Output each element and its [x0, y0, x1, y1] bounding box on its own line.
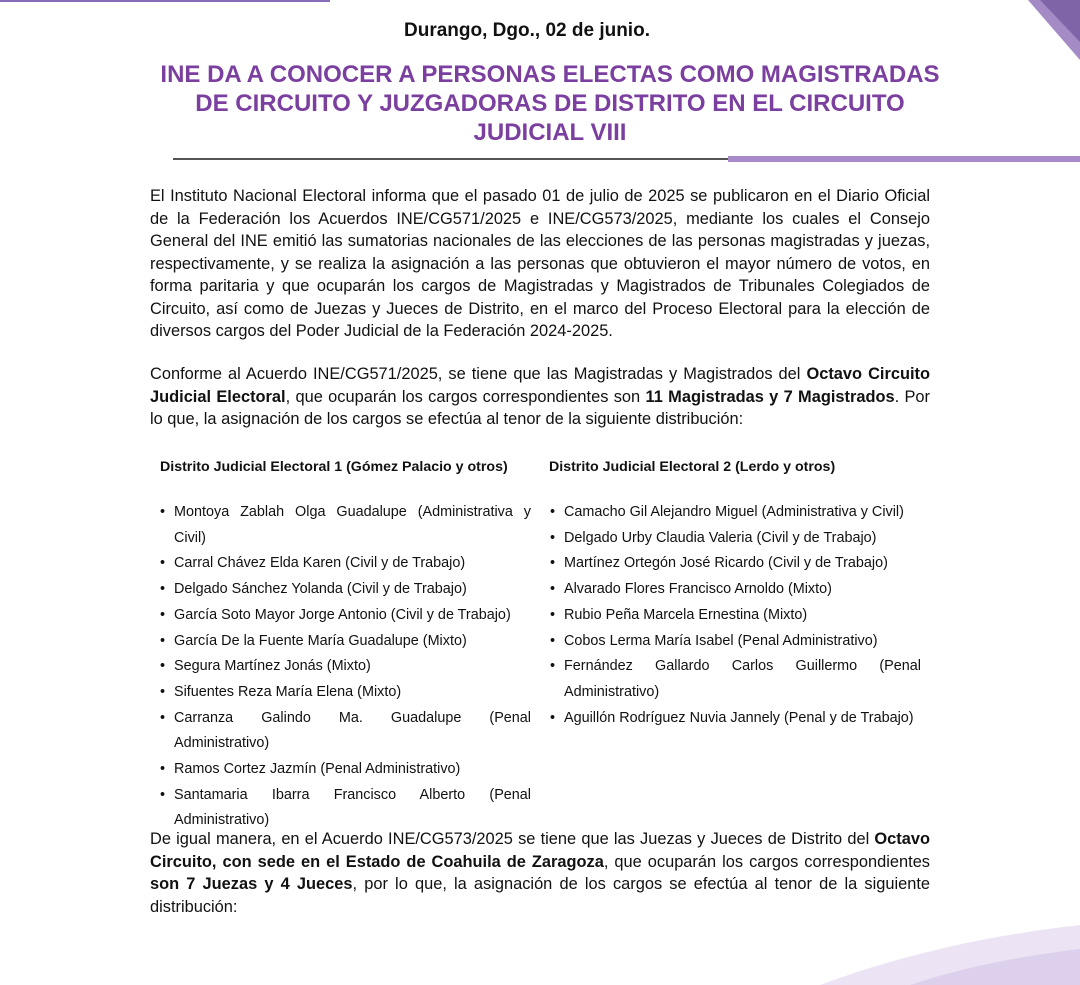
list-item: • García Soto Mayor Jorge Antonio (Civil y de Trabajo)	[174, 603, 531, 629]
list-item: • Delgado Urby Claudia Valeria (Civil y de Trabajo)	[564, 526, 921, 552]
top-decorative-line	[0, 0, 330, 2]
list-item: • Montoya Zablah Olga Guadalupe (Administrativa y Civil)	[174, 500, 531, 551]
paragraph-bold-text: son 7 Juezas y 4 Jueces	[150, 875, 353, 893]
footer-wave-decoration	[780, 915, 1080, 985]
list-item: • Alvarado Flores Francisco Arnoldo (Mixto)	[564, 577, 921, 603]
district-2-list	[550, 500, 921, 731]
district-1-list	[160, 500, 531, 834]
list-item: • Delgado Sánchez Yolanda (Civil y de Trabajo)	[174, 577, 531, 603]
list-item: • Carral Chávez Elda Karen (Civil y de Trabajo)	[174, 551, 531, 577]
list-item: • Aguillón Rodríguez Nuvia Jannely (Penal y de Trabajo)	[564, 706, 921, 732]
paragraph-text: Conforme al Acuerdo INE/CG571/2025, se tiene que las Magistradas y Magistrados del	[150, 365, 807, 383]
magistrates-paragraph	[150, 363, 930, 431]
paragraph-bold-text: Octavo Circuito Judicial Electoral	[150, 365, 930, 406]
press-headline: INE DA A CONOCER A PERSONAS ELECTAS COMO MAGISTRADAS DE CIRCUITO Y JUZGADORAS DE DISTRITO EN EL CIRCUITO JUDICIAL VIII	[160, 61, 940, 146]
list-item: • Carranza Galindo Ma. Guadalupe (Penal Administrativo)	[174, 706, 531, 757]
headline-accent-bar	[728, 156, 1080, 162]
list-item: • Ramos Cortez Jazmín (Penal Administrativo)	[174, 757, 531, 783]
list-item: • Martínez Ortegón José Ricardo (Civil y de Trabajo)	[564, 551, 921, 577]
list-item: • Santamaria Ibarra Francisco Alberto (Penal Administrativo)	[174, 783, 531, 834]
list-item: • Camacho Gil Alejandro Miguel (Administrativa y Civil)	[564, 500, 921, 526]
paragraph-text: De igual manera, en el Acuerdo INE/CG573/2025 se tiene que las Juezas y Jueces de Distrito del	[150, 830, 875, 848]
paragraph-text: . Por lo que, la asignación de los cargos se efectúa al tenor de la siguiente distribución:	[150, 387, 931, 428]
paragraph-text: , que ocuparán los cargos correspondientes	[603, 852, 931, 871]
paragraph-text: , que ocuparán los cargos correspondientes son	[285, 387, 646, 406]
paragraph-text: , por lo que, la asignación de los cargos se efectúa al tenor de la siguiente distribución:	[150, 875, 930, 916]
district-2-title: Distrito Judicial Electoral 2 (Lerdo y otros)	[549, 459, 836, 475]
intro-paragraph: El Instituto Nacional Electoral informa que el pasado 01 de julio de 2025 se publicaron en el Diario Oficial de la Federación los Acuerdos INE/CG571/2025 e INE/CG573/2025, mediante los cuales el Consejo General del INE emitió las sumatorias nacionales de las elecciones de las personas magistradas y juezas, respectivamente, y se realiza la asignación a las personas que obtuvieron el mayor número de votos, en forma paritaria y que ocuparán los cargos de Magistradas y Magistrados de Tribunales Colegiados de Circuito, así como de Juezas y Jueces de Distrito, en el marco del Proceso Electoral para la elección de diversos cargos del Poder Judicial de la Federación 2024-2025.	[150, 187, 930, 340]
list-item: • Fernández Gallardo Carlos Guillermo (Penal Administrativo)	[564, 654, 921, 705]
list-item: • García De la Fuente María Guadalupe (Mixto)	[174, 629, 531, 655]
paragraph-bold-text: Octavo Circuito, con sede en el Estado de Coahuila de Zaragoza	[150, 830, 930, 871]
list-item: • Segura Martínez Jonás (Mixto)	[174, 654, 531, 680]
district-1-title: Distrito Judicial Electoral 1 (Gómez Palacio y otros)	[160, 459, 508, 475]
judges-paragraph	[150, 828, 930, 918]
list-item: • Rubio Peña Marcela Ernestina (Mixto)	[564, 603, 921, 629]
dateline: Durango, Dgo., 02 de junio.	[404, 20, 650, 41]
list-item: • Cobos Lerma María Isabel (Penal Administrativo)	[564, 629, 921, 655]
list-item: • Sifuentes Reza María Elena (Mixto)	[174, 680, 531, 706]
paragraph-bold-text: 11 Magistradas y 7 Magistrados	[645, 387, 895, 406]
